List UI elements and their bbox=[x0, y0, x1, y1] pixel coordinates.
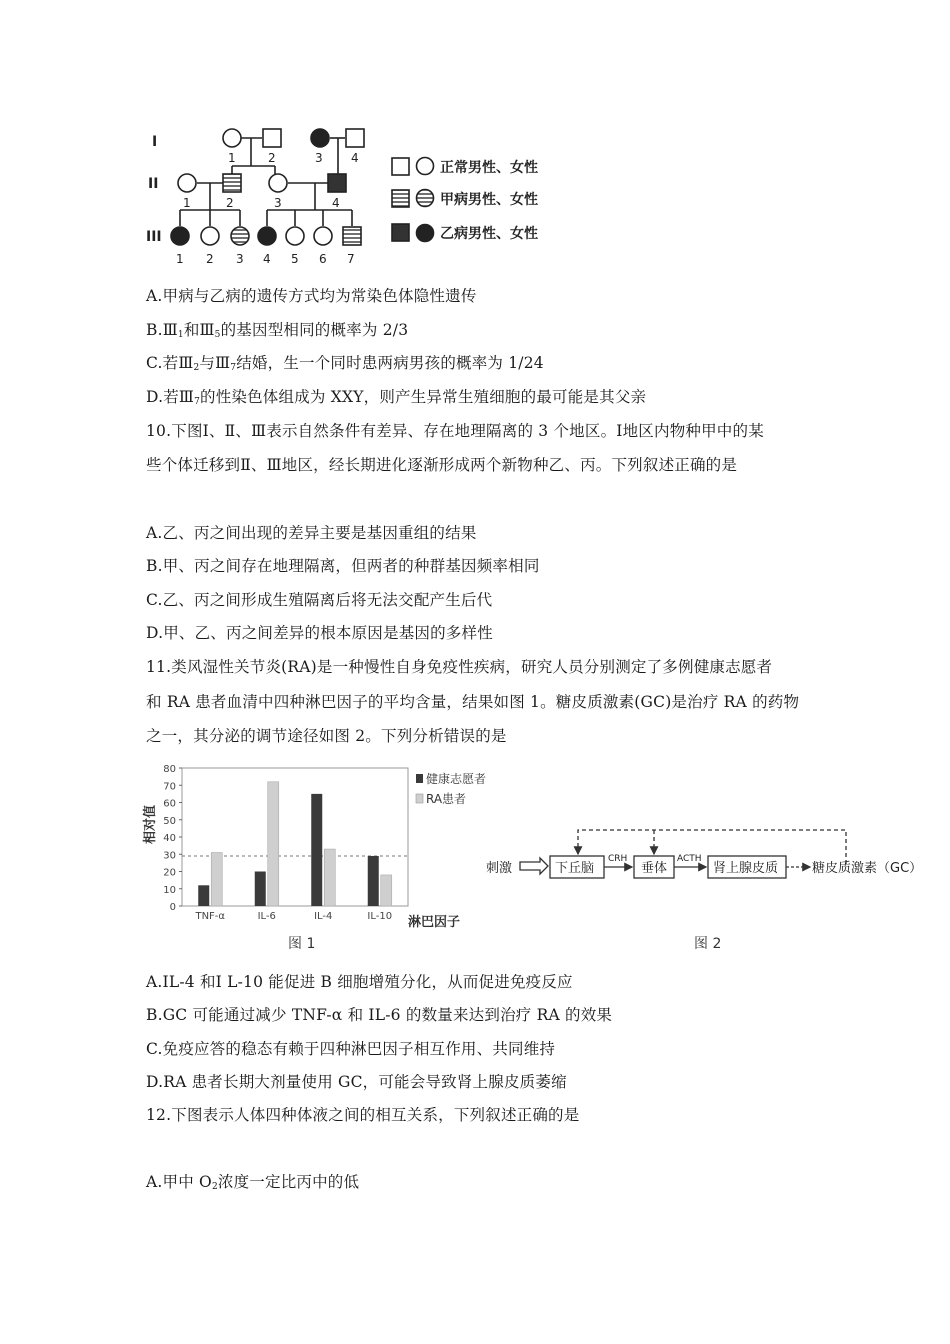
bar-healthy bbox=[311, 794, 322, 906]
x-tick-label: IL-6 bbox=[257, 911, 276, 922]
pedigree-I3-disease-b-female bbox=[311, 129, 329, 147]
bar-ra bbox=[211, 853, 222, 906]
pedigree-id: 1 bbox=[183, 196, 191, 210]
pedigree-I2-normal-male bbox=[263, 129, 281, 147]
bar-ra bbox=[268, 782, 279, 906]
pedigree-id: 3 bbox=[315, 151, 323, 165]
q12-option-a bbox=[146, 1170, 359, 1192]
gen-label-II: II bbox=[148, 176, 159, 192]
x-tick-label: TNF-α bbox=[195, 911, 226, 922]
q10-stem-line-1: 10.下图Ⅰ、Ⅱ、Ⅲ表示自然条件有差异、存在地理隔离的 3 个地区。Ⅰ地区内物种甲中的某 bbox=[146, 422, 764, 440]
pedigree-III7-disease-a-male bbox=[343, 227, 361, 245]
pedigree-II2-disease-a-male bbox=[223, 174, 241, 192]
pedigree-id: 4 bbox=[351, 151, 359, 165]
q12-stem: 12.下图表示人体四种体液之间的相互关系，下列叙述正确的是 bbox=[146, 1106, 580, 1124]
hypothalamus-label: 下丘脑 bbox=[555, 861, 595, 876]
subscript: 7 bbox=[230, 363, 237, 373]
q11-option-c: C.免疫应答的稳态有赖于四种淋巴因子相互作用、共同维持 bbox=[146, 1040, 556, 1058]
q11-option-a: A.ⅠL-4 和Ⅰ L-10 能促进 B 细胞增殖分化，从而促进免疫反应 bbox=[146, 973, 573, 991]
pedigree-id: 2 bbox=[226, 196, 234, 210]
pedigree-III1-disease-b-female bbox=[171, 227, 189, 245]
text: A.甲中 O bbox=[146, 1173, 212, 1191]
adrenal-cortex-label: 肾上腺皮质 bbox=[713, 861, 779, 876]
q10-option-c: C.乙、丙之间形成生殖隔离后将无法交配产生后代 bbox=[146, 591, 493, 609]
pedigree-id: 6 bbox=[319, 252, 327, 266]
pedigree-III4-disease-b-female bbox=[258, 227, 276, 245]
x-tick-label: IL-10 bbox=[367, 911, 393, 922]
q9-option-d bbox=[146, 385, 646, 407]
pedigree-III3-disease-a-female bbox=[231, 227, 249, 245]
text: B.Ⅲ bbox=[146, 321, 178, 339]
q9-option-a: A.甲病与乙病的遗传方式均为常染色体隐性遗传 bbox=[146, 287, 477, 305]
legend-disease-b-female-icon bbox=[417, 225, 434, 242]
pedigree-I1-normal-female bbox=[223, 129, 241, 147]
pedigree-id: 2 bbox=[268, 151, 276, 165]
legend-disease-a-female-icon bbox=[417, 190, 434, 207]
text: 浓度一定比丙中的低 bbox=[217, 1173, 360, 1191]
pedigree-figure bbox=[140, 120, 570, 280]
legend-healthy-label: 健康志愿者 bbox=[426, 772, 487, 786]
q10-option-b: B.甲、丙之间存在地理隔离，但两者的种群基因频率相同 bbox=[146, 557, 540, 575]
y-tick-label: 0 bbox=[169, 902, 176, 913]
acth-label: ACTH bbox=[677, 854, 702, 864]
chart-xlabel: 淋巴因子 bbox=[408, 915, 461, 930]
pedigree-id: 1 bbox=[176, 252, 184, 266]
gen-label-I: I bbox=[152, 134, 158, 150]
subscript: 7 bbox=[194, 397, 200, 407]
q10-stem-line-2: 些个体迁移到Ⅱ、Ⅲ地区，经长期进化逐渐形成两个新物种乙、丙。下列叙述正确的是 bbox=[146, 456, 738, 474]
q9-option-b bbox=[146, 318, 408, 340]
gen-label-III: III bbox=[146, 229, 162, 245]
pedigree-id: 4 bbox=[263, 252, 271, 266]
legend-ra-label: RA患者 bbox=[426, 792, 467, 806]
text: 的性染色体组成为 XXY，则产生异常生殖细胞的最可能是其父亲 bbox=[200, 388, 647, 406]
pedigree-II3-normal-female bbox=[269, 174, 287, 192]
legend-healthy-swatch bbox=[416, 774, 423, 783]
pedigree-id: 2 bbox=[206, 252, 214, 266]
pedigree-id: 3 bbox=[274, 196, 282, 210]
text: 与Ⅲ bbox=[199, 354, 231, 372]
legend-disease-a-label: 甲病男性、女性 bbox=[440, 192, 538, 208]
y-tick-label: 40 bbox=[163, 833, 176, 844]
y-tick-label: 30 bbox=[163, 850, 176, 862]
chart-ylabel: 相对值 bbox=[143, 804, 158, 844]
fig2-caption: 图 2 bbox=[694, 936, 722, 952]
legend-disease-a-male-icon bbox=[392, 190, 409, 207]
q11-option-d: D.RA 患者长期大剂量使用 GC，可能会导致肾上腺皮质萎缩 bbox=[146, 1073, 567, 1091]
pedigree-III6-normal-female bbox=[314, 227, 332, 245]
pedigree-id: 5 bbox=[291, 252, 299, 266]
bar-healthy bbox=[368, 856, 379, 906]
subscript: 2 bbox=[211, 1182, 218, 1192]
gc-regulation-diagram bbox=[484, 820, 934, 960]
q11-stem-line-1: 11.类风湿性关节炎(RA)是一种慢性自身免疫性疾病，研究人员分别测定了多例健康志愿者 bbox=[146, 658, 773, 676]
q11-stem-line-3: 之一，其分泌的调节途径如图 2。下列分析错误的是 bbox=[146, 727, 507, 745]
bar-ra bbox=[324, 849, 335, 906]
crh-label: CRH bbox=[608, 854, 628, 864]
gc-label: 糖皮质激素（GC） bbox=[812, 861, 923, 876]
text: 结婚，生一个同时患两病男孩的概率为 1/24 bbox=[236, 354, 544, 372]
pituitary-label: 垂体 bbox=[641, 861, 668, 876]
text: D.若Ⅲ bbox=[146, 388, 195, 406]
q10-option-a: A.乙、丙之间出现的差异主要是基因重组的结果 bbox=[146, 524, 477, 542]
q9-option-c bbox=[146, 351, 544, 373]
y-tick-label: 80 bbox=[163, 764, 176, 775]
pedigree-id: 7 bbox=[347, 252, 355, 266]
legend-normal-female-icon bbox=[417, 158, 434, 175]
pedigree-id: 3 bbox=[236, 252, 244, 266]
bar-healthy bbox=[255, 872, 266, 907]
bar-healthy bbox=[198, 885, 209, 906]
pedigree-id: 4 bbox=[332, 196, 340, 210]
pedigree-III2-normal-female bbox=[201, 227, 219, 245]
text: 的基因型相同的概率为 2/3 bbox=[220, 321, 409, 339]
text: 和Ⅲ bbox=[183, 321, 215, 339]
y-tick-label: 10 bbox=[163, 884, 176, 896]
lymphokine-bar-chart bbox=[140, 760, 487, 960]
legend-normal-label: 正常男性、女性 bbox=[440, 160, 538, 176]
legend-disease-b-male-icon bbox=[392, 224, 409, 241]
stimulus-label: 刺激 bbox=[486, 861, 513, 876]
q10-option-d: D.甲、乙、丙之间差异的根本原因是基因的多样性 bbox=[146, 624, 493, 642]
x-tick-label: IL-4 bbox=[314, 911, 333, 922]
bar-ra bbox=[381, 875, 392, 906]
y-tick-label: 20 bbox=[163, 867, 176, 879]
y-tick-label: 50 bbox=[163, 815, 176, 827]
pedigree-III5-normal-female bbox=[286, 227, 304, 245]
legend-ra-swatch bbox=[416, 794, 423, 803]
y-tick-label: 70 bbox=[163, 781, 176, 793]
q11-stem-line-2: 和 RA 患者血清中四种淋巴因子的平均含量，结果如图 1。糖皮质激素(GC)是治疗 RA 的药物 bbox=[146, 693, 800, 711]
pedigree-II1-normal-female bbox=[178, 174, 196, 192]
pedigree-I4-normal-male bbox=[346, 129, 364, 147]
pedigree-id: 1 bbox=[228, 151, 236, 165]
subscript: 1 bbox=[177, 330, 184, 340]
pedigree-II4-disease-b-male bbox=[328, 174, 346, 192]
text: C.若Ⅲ bbox=[146, 354, 194, 372]
subscript: 5 bbox=[214, 330, 221, 340]
y-tick-label: 60 bbox=[163, 798, 176, 810]
legend-disease-b-label: 乙病男性、女性 bbox=[440, 226, 538, 242]
q11-option-b: B.GC 可能通过减少 TNF-α 和 IL-6 的数量来达到治疗 RA 的效果 bbox=[146, 1006, 613, 1024]
legend-normal-male-icon bbox=[392, 158, 409, 175]
subscript: 2 bbox=[193, 363, 200, 373]
chart-title: 图 1 bbox=[288, 936, 316, 952]
